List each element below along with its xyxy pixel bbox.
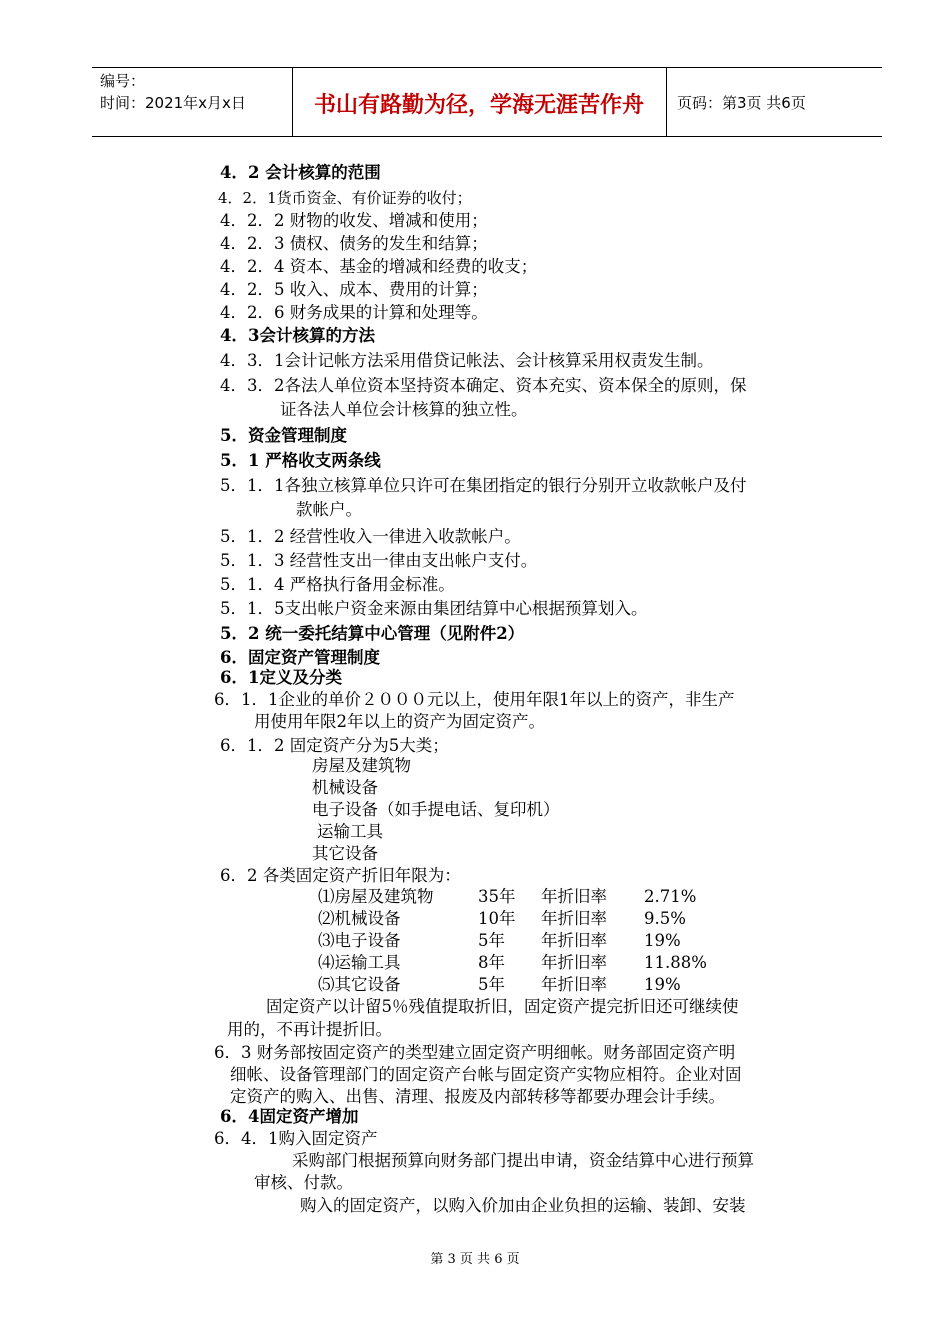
category-item: 电子设备（如手提电话、复印机） <box>312 800 560 819</box>
text-line: 审核、付款。 <box>254 1173 353 1192</box>
text-line: 购入的固定资产，以购入价加由企业负担的运输、装卸、安装 <box>300 1196 746 1215</box>
page-footer: 第 3 页 共 6 页 <box>430 1252 520 1267</box>
text-line: 用使用年限2年以上的资产为固定资产。 <box>254 712 545 731</box>
text-line: 4．2．1货币资金、有价证券的收付； <box>218 189 472 207</box>
text-line: 4．2．6 财务成果的计算和处理等。 <box>220 303 488 322</box>
table-cell-rate: 11.88% <box>644 953 707 972</box>
text-line: 5．1．5支出帐户资金来源由集团结算中心根据预算划入。 <box>220 599 648 618</box>
section-heading: 6．固定资产管理制度 <box>220 648 380 667</box>
table-cell-rate: 9.5% <box>644 909 686 928</box>
table-cell-item: ⑴房屋及建筑物 <box>318 887 434 906</box>
text-line: 4．3．2各法人单位资本坚持资本确定、资本充实、资本保全的原则，保 <box>220 376 747 395</box>
category-item: 其它设备 <box>312 844 378 863</box>
text-line: 4．2．5 收入、成本、费用的计算； <box>220 280 488 299</box>
text-line: 6．1．2 固定资产分为5大类； <box>220 736 449 755</box>
text-line: 4．2．4 资本、基金的增减和经费的收支； <box>220 257 538 276</box>
table-cell-years: 5年 <box>478 931 505 950</box>
section-heading: 5．资金管理制度 <box>220 426 347 445</box>
table-cell-item: ⑵机械设备 <box>318 909 401 928</box>
header-motto: 书山有路勤为径，学海无涯苦作舟 <box>313 93 644 118</box>
table-cell-label: 年折旧率 <box>541 953 607 972</box>
table-cell-label: 年折旧率 <box>541 975 607 994</box>
section-heading: 5．2 统一委托结算中心管理（见附件2） <box>220 624 525 643</box>
section-heading: 6．4固定资产增加 <box>220 1107 359 1126</box>
text-line: 6．1．1企业的单价２０００元以上，使用年限1年以上的资产，非生产 <box>214 690 735 709</box>
text-line: 4．2．2 财物的收发、增减和使用； <box>220 211 488 230</box>
text-line: 5．1．4 严格执行备用金标准。 <box>220 575 455 594</box>
text-line: 固定资产以计留5％残值提取折旧，固定资产提完折旧还可继续使 <box>266 997 739 1016</box>
table-cell-item: ⑶电子设备 <box>318 931 401 950</box>
text-line: 5．1．2 经营性收入一律进入收款帐户。 <box>220 527 521 546</box>
table-cell-item: ⑷运输工具 <box>318 953 401 972</box>
text-line: 6．2 各类固定资产折旧年限为： <box>220 866 461 885</box>
text-line: 6．4．1购入固定资产 <box>214 1129 378 1148</box>
table-cell-years: 5年 <box>478 975 505 994</box>
text-line: 4．2．3 债权、债务的发生和结算； <box>220 234 488 253</box>
header-time-label: 时间：2021年x月x日 <box>100 94 246 112</box>
category-item: 机械设备 <box>312 778 378 797</box>
page-header <box>92 67 882 137</box>
table-cell-years: 8年 <box>478 953 505 972</box>
header-page-label: 页码：第3页 共6页 <box>677 94 806 112</box>
table-cell-label: 年折旧率 <box>541 931 607 950</box>
table-cell-years: 10年 <box>478 909 516 928</box>
text-line: 采购部门根据预算向财务部门提出申请，资金结算中心进行预算 <box>292 1151 754 1170</box>
text-line: 款帐户。 <box>296 500 362 519</box>
table-cell-label: 年折旧率 <box>541 909 607 928</box>
section-heading: 5．1 严格收支两条线 <box>220 451 381 470</box>
section-heading: 4．2 会计核算的范围 <box>220 163 381 182</box>
text-line: 定资产的购入、出售、清理、报废及内部转移等都要办理会计手续。 <box>230 1087 725 1106</box>
header-meta <box>100 70 246 114</box>
section-heading: 6．1定义及分类 <box>220 668 342 687</box>
table-cell-rate: 2.71% <box>644 887 697 906</box>
text-line: 证各法人单位会计核算的独立性。 <box>280 400 528 419</box>
table-cell-label: 年折旧率 <box>541 887 607 906</box>
text-line: 细帐、设备管理部门的固定资产台帐与固定资产实物应相符。企业对固 <box>230 1065 742 1084</box>
section-heading: 4．3会计核算的方法 <box>220 326 375 345</box>
text-line: 6．3 财务部按固定资产的类型建立固定资产明细帐。财务部固定资产明 <box>214 1043 736 1062</box>
header-number-label: 编号： <box>100 72 146 90</box>
category-item: 房屋及建筑物 <box>312 756 411 775</box>
table-cell-rate: 19% <box>644 975 681 994</box>
text-line: 4．3．1会计记帐方法采用借贷记帐法、会计核算采用权责发生制。 <box>220 351 714 370</box>
table-cell-rate: 19% <box>644 931 681 950</box>
text-line: 5．1．1各独立核算单位只许可在集团指定的银行分别开立收款帐户及付 <box>220 476 747 495</box>
header-divider <box>666 68 667 136</box>
table-cell-item: ⑸其它设备 <box>318 975 401 994</box>
category-item: 运输工具 <box>317 822 383 841</box>
table-cell-years: 35年 <box>478 887 516 906</box>
text-line: 用的，不再计提折旧。 <box>227 1020 392 1039</box>
text-line: 5．1．3 经营性支出一律由支出帐户支付。 <box>220 551 538 570</box>
